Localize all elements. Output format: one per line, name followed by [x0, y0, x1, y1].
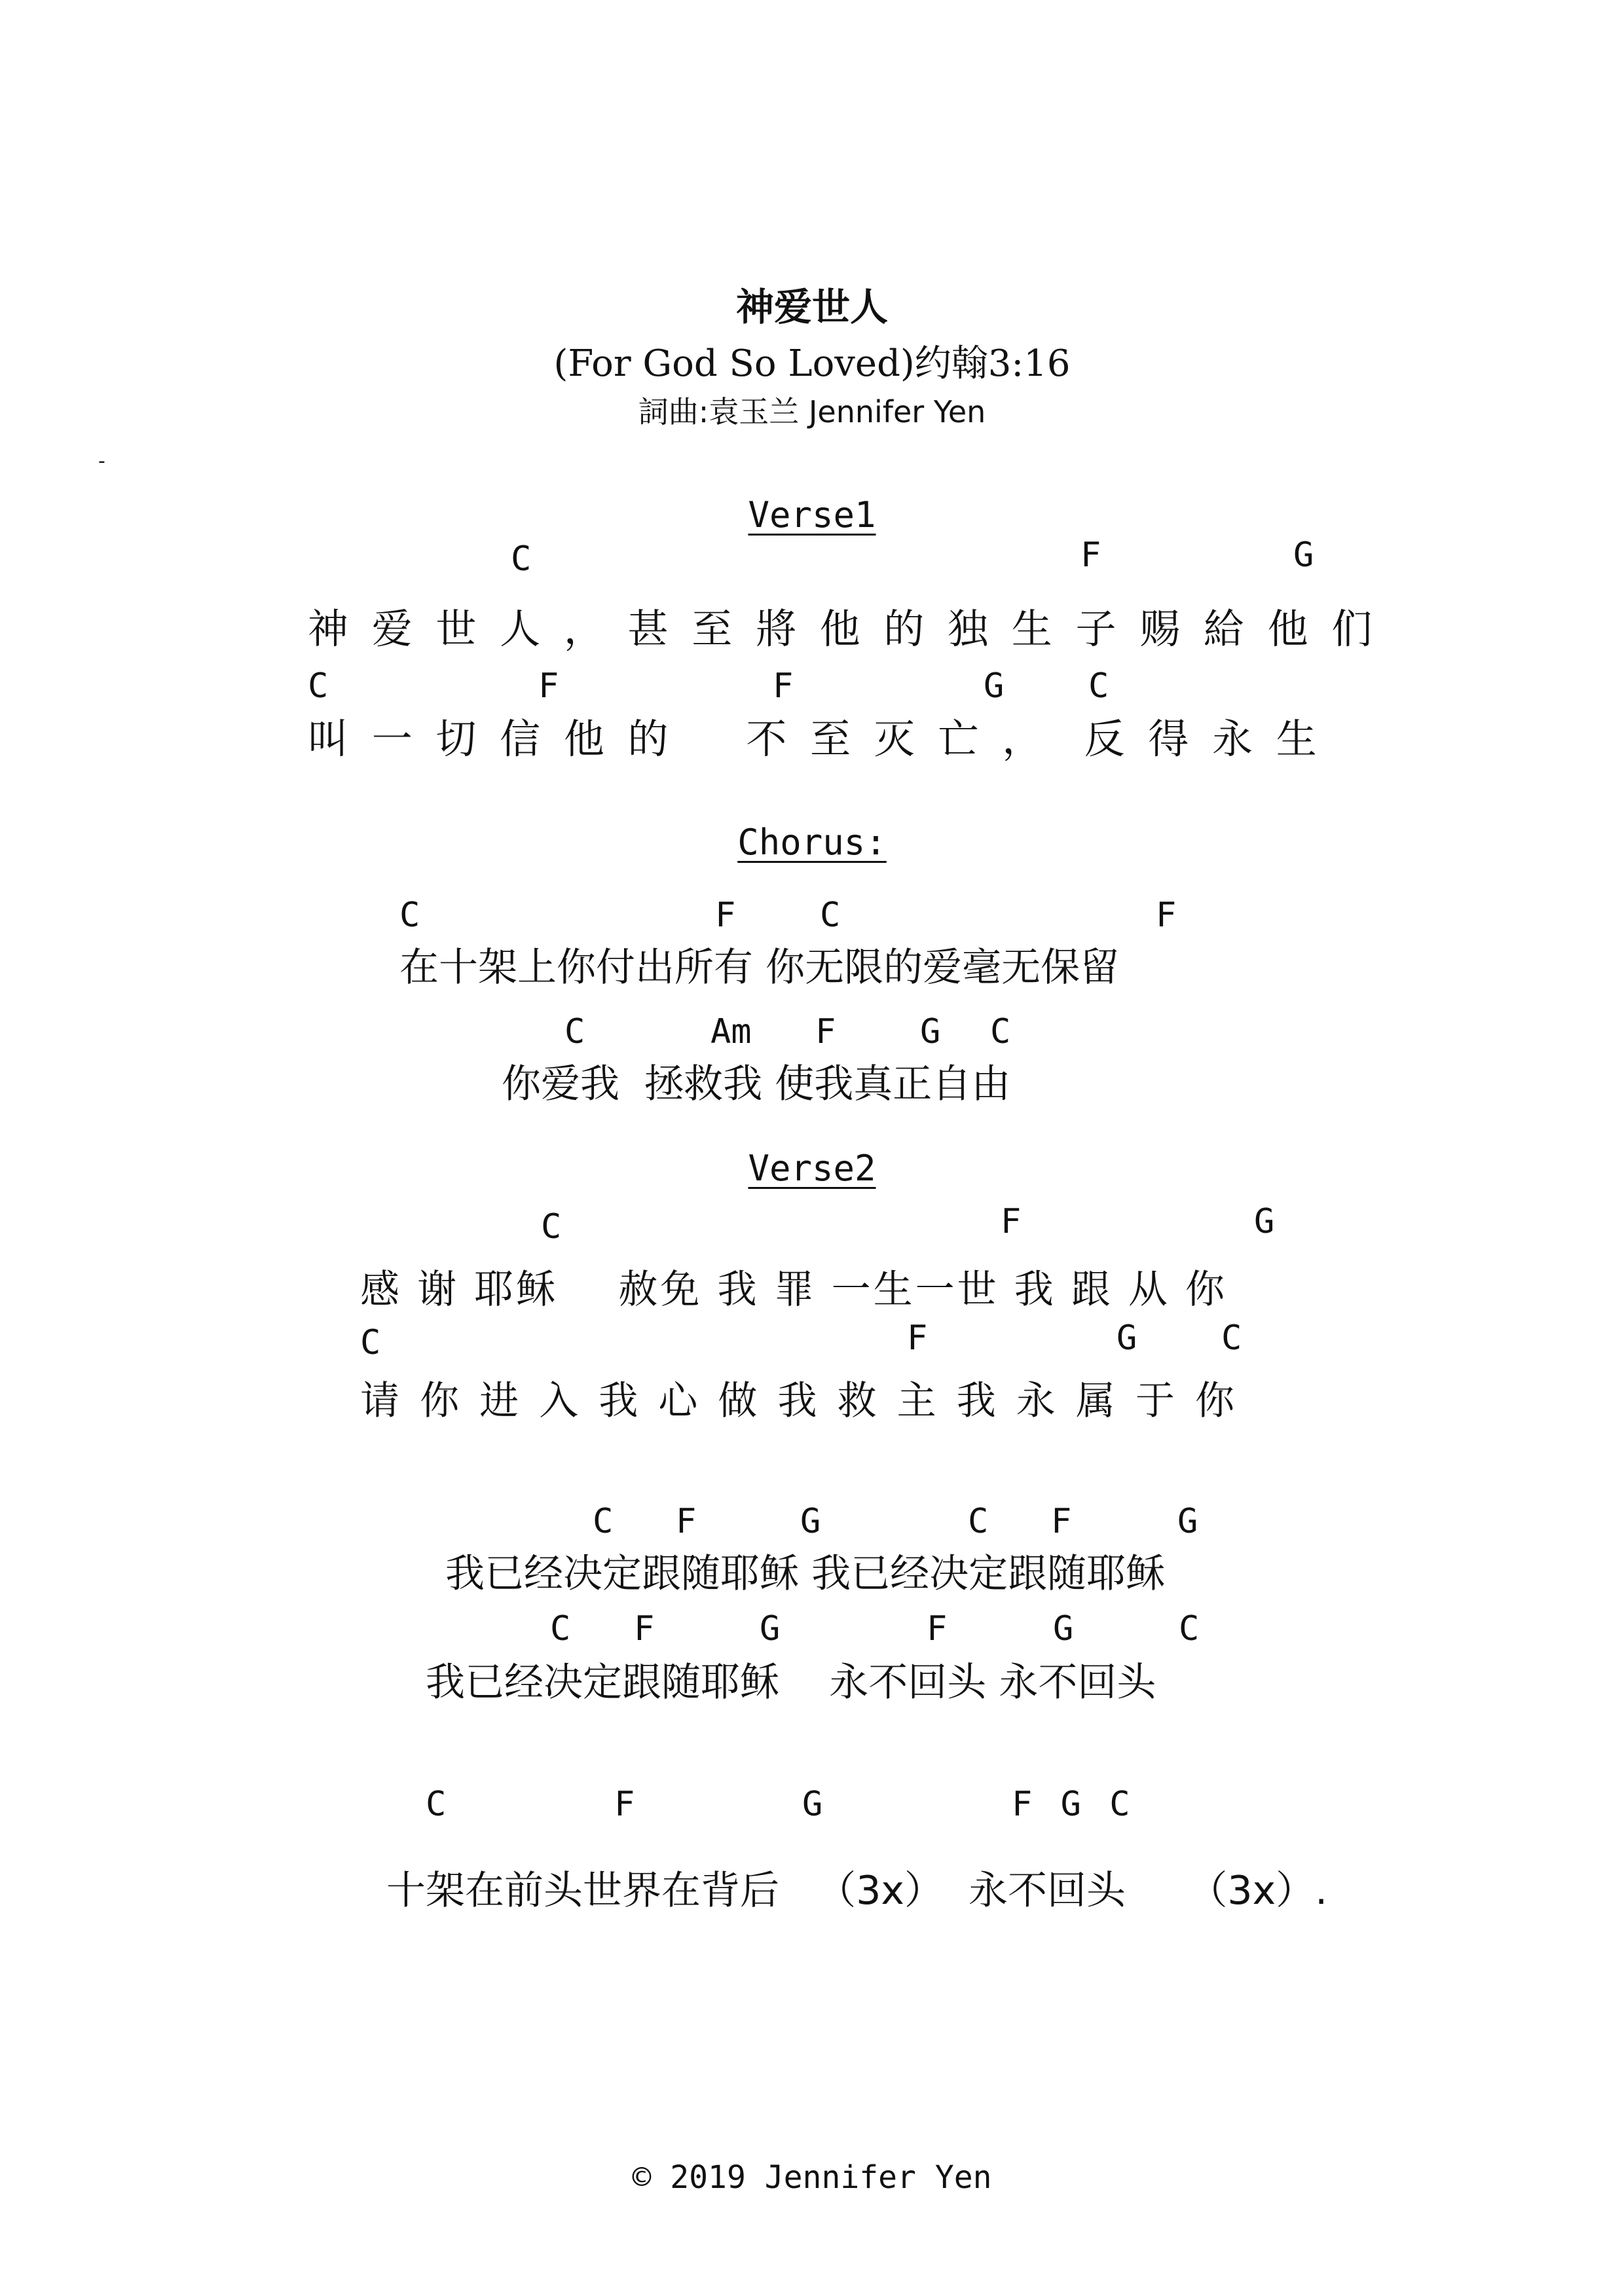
chord: C	[1179, 1609, 1200, 1649]
chord: F	[1051, 1502, 1072, 1541]
chord: G	[760, 1609, 781, 1649]
chorus-heading: Chorus:	[737, 822, 887, 863]
bridge-lyric-line2: 我已经决定跟随耶稣 永不回头 永不回头	[426, 1660, 1156, 1705]
chord: C	[1221, 1319, 1242, 1358]
chord: C	[541, 1207, 562, 1247]
chord: Am	[710, 1012, 752, 1051]
chord: C	[990, 1012, 1011, 1051]
chord: G	[984, 666, 1005, 706]
chord: G	[802, 1785, 823, 1824]
chord: C	[511, 539, 532, 579]
song-credits: 詞曲:袁玉兰 Jennifer Yen	[638, 394, 986, 429]
ending-lyric: 十架在前头世界在背后 （3x） 永不回头 （3x）.	[386, 1868, 1328, 1914]
chord: F	[773, 666, 794, 706]
chorus-lyric-line1: 在十架上你付出所有 你无限的爱毫无保留	[399, 945, 1120, 991]
chord: F	[907, 1319, 928, 1358]
chord: F	[715, 896, 736, 935]
chord: F	[614, 1785, 635, 1824]
chord: F	[1001, 1202, 1022, 1241]
song-title: 神爱世人	[735, 285, 888, 329]
copyright: © 2019 Jennifer Yen	[632, 2159, 992, 2196]
chord: F	[538, 666, 559, 706]
chord: C	[399, 896, 420, 935]
chord: G	[1053, 1609, 1074, 1649]
verse1-lyric-line2: 叫 一 切 信 他 的 不 至 灭 亡 ， 反 得 永 生	[308, 715, 1322, 763]
chord: C	[820, 896, 841, 935]
stray-dash: -	[98, 450, 105, 473]
chord: C	[550, 1609, 571, 1649]
chorus-lyric-line2: 你爱我 拯救我 使我真正自由	[502, 1061, 1011, 1107]
song-subtitle: (For God So Loved)约翰3:16	[553, 342, 1071, 385]
chord: G	[1254, 1202, 1275, 1241]
verse2-lyric-line2: 请 你 进 入 我 心 做 我 救 主 我 永 属 于 你	[360, 1378, 1239, 1424]
chord: G	[1116, 1319, 1137, 1358]
chord: C	[360, 1323, 381, 1362]
chord: F G C	[1012, 1785, 1134, 1824]
chord: C	[1088, 666, 1109, 706]
verse1-heading: Verse1	[748, 494, 876, 536]
verse2-lyric-line1: 感 谢 耶稣 赦免 我 罪 一生一世 我 跟 从 你	[360, 1267, 1227, 1313]
chord: F	[1156, 896, 1177, 935]
chord: G	[1177, 1502, 1198, 1541]
chord: F	[927, 1609, 948, 1649]
chord: F	[634, 1609, 655, 1649]
bridge-lyric-line1: 我已经决定跟随耶稣 我已经决定跟随耶稣	[445, 1551, 1166, 1597]
chord: G	[1293, 536, 1314, 575]
verse1-lyric-line1: 神 爱 世 人 ， 甚 至 將 他 的 独 生 子 赐 給 他 们	[308, 605, 1378, 653]
verse2-heading: Verse2	[748, 1148, 876, 1189]
chord: C	[308, 666, 329, 706]
chord: G	[920, 1012, 941, 1051]
chord: C	[593, 1502, 614, 1541]
chord: C	[968, 1502, 989, 1541]
chord: C	[564, 1012, 585, 1051]
chord: F	[1080, 536, 1101, 575]
chord: F	[676, 1502, 697, 1541]
chord: G	[800, 1502, 821, 1541]
chord: C	[426, 1785, 447, 1824]
chord: F	[815, 1012, 836, 1051]
